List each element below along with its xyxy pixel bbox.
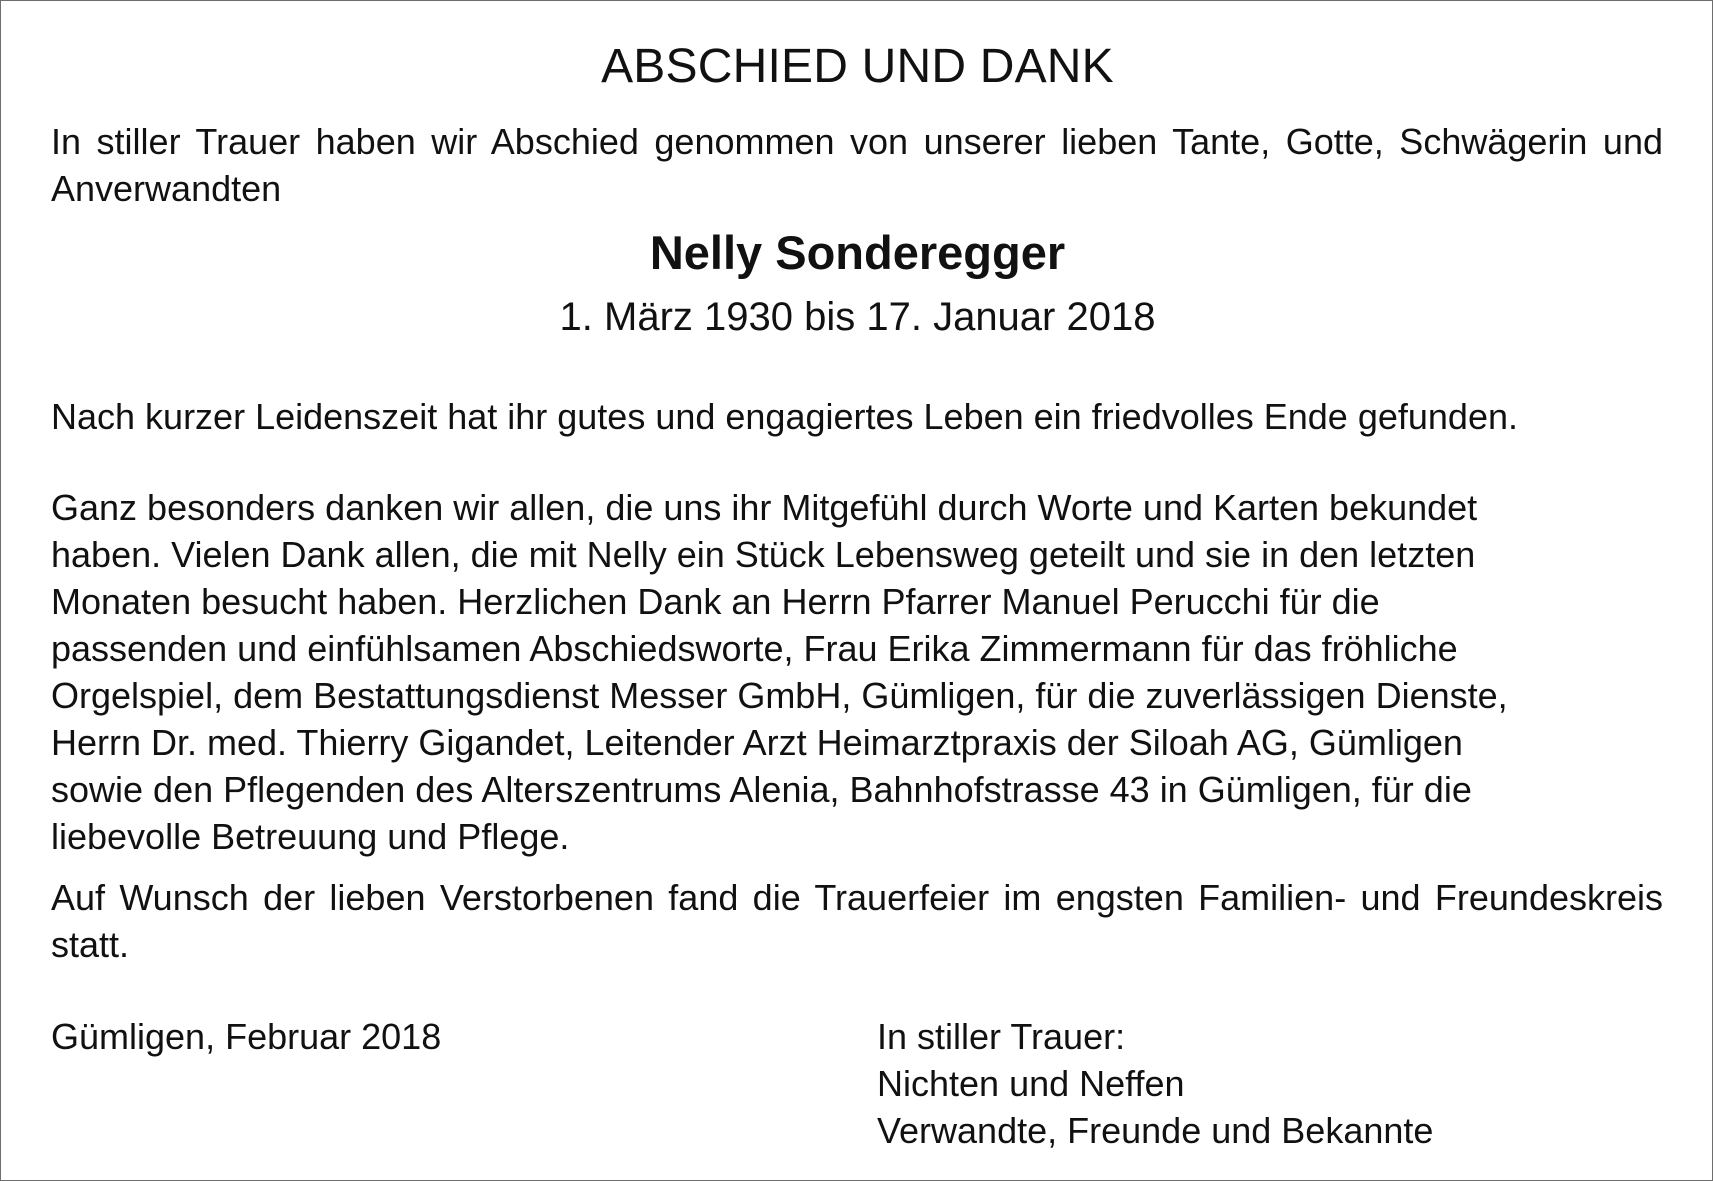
thanks-line: liebevolle Betreuung und Pflege. [51, 816, 570, 857]
thanks-line: Orgelspiel, dem Bestattungsdienst Messer GmbH, Gümligen, für die zuverlässigen Dienste, [51, 675, 1508, 716]
place-and-date: Gümligen, Februar 2018 [51, 1016, 442, 1057]
thanks-paragraph [51, 484, 1663, 860]
thanks-line: haben. Vielen Dank allen, die mit Nelly ein Stück Lebensweg geteilt und sie in den letzten [51, 534, 1476, 575]
signer-line: Nichten und Neffen [877, 1063, 1185, 1104]
signers-block [877, 1013, 1433, 1154]
notice-heading: ABSCHIED UND DANK [601, 40, 1114, 93]
thanks-line: passenden und einfühlsamen Abschiedsworte, Frau Erika Zimmermann für das fröhliche [51, 628, 1458, 669]
life-dates: 1. März 1930 bis 17. Januar 2018 [559, 295, 1156, 339]
thanks-line: Herrn Dr. med. Thierry Gigandet, Leitender Arzt Heimarztpraxis der Siloah AG, Gümligen [51, 722, 1463, 763]
signer-line: In stiller Trauer: [877, 1016, 1126, 1057]
deceased-name: Nelly Sonderegger [649, 226, 1066, 279]
intro-paragraph: In stiller Trauer haben wir Abschied genommen von unserer lieben Tante, Gotte, Schwägerin und Anverwandten [51, 121, 1663, 209]
thanks-line: Monaten besucht haben. Herzlichen Dank an Herrn Pfarrer Manuel Perucchi für die [51, 581, 1380, 622]
funeral-note-paragraph: Auf Wunsch der lieben Verstorbenen fand die Trauerfeier im engsten Familien- und Freundeskreis statt. [51, 877, 1663, 965]
thanks-line: Ganz besonders danken wir allen, die uns ihr Mitgefühl durch Worte und Karten bekundet [51, 487, 1478, 528]
life-paragraph: Nach kurzer Leidenszeit hat ihr gutes und engagiertes Leben ein friedvolles Ende gefunden. [51, 396, 1518, 437]
thanks-line: sowie den Pflegenden des Alterszentrums Alenia, Bahnhofstrasse 43 in Gümligen, für die [51, 769, 1472, 810]
signer-line: Verwandte, Freunde und Bekannte [877, 1110, 1434, 1151]
